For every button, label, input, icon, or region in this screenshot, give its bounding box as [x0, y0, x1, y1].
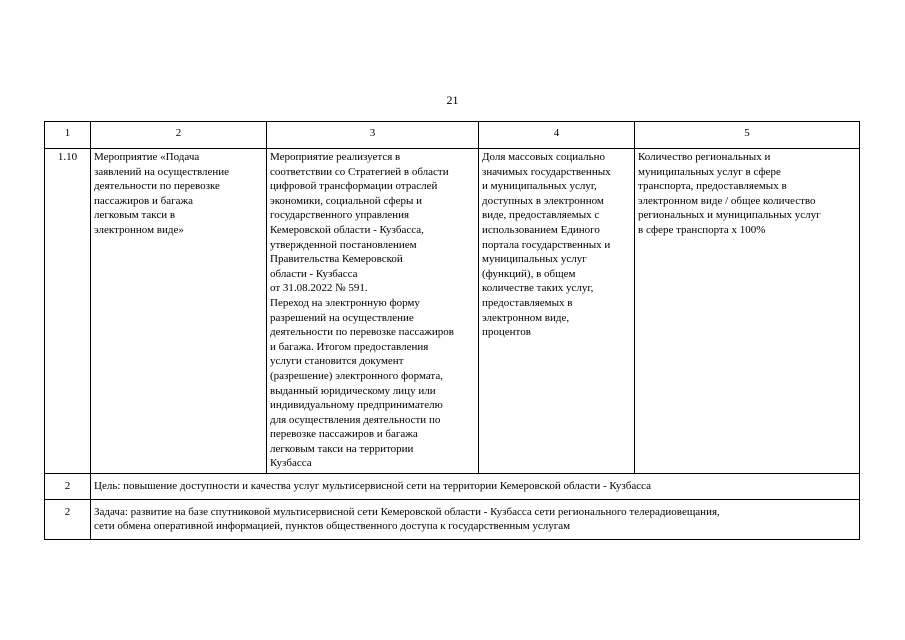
task-text: [91, 499, 860, 539]
indicator-formula-cell: [635, 149, 860, 474]
text-line: государственного управления: [270, 209, 410, 222]
text-line: разрешений на осуществление: [270, 311, 414, 324]
text-line: сети обмена оперативной информацией, пунктов общественного доступа к государственным услугам: [94, 520, 571, 533]
text-line: электронном виде»: [94, 223, 184, 236]
header-cell-2: 2: [91, 122, 267, 149]
text-line: деятельности по перевозке пассажиров: [270, 326, 454, 339]
text-line: Правительства Кемеровской: [270, 253, 403, 266]
measure-description-cell: [267, 149, 479, 474]
text-line: транспорта, предоставляемых в: [638, 180, 787, 193]
text-line: портала государственных и: [482, 238, 611, 251]
text-line: Доля массовых социально: [482, 151, 606, 163]
text-line: (функций), в общем: [482, 267, 576, 280]
text-line: услуги становится документ: [270, 355, 404, 368]
text-line: и багажа. Итогом предоставления: [270, 340, 429, 353]
text-line: легковым такси на территории: [270, 442, 414, 455]
page-number: 21: [446, 93, 459, 107]
text-line: пассажиров и багажа: [94, 194, 193, 207]
text-line: муниципальных услуг в сфере: [638, 165, 781, 178]
task-number: 2: [45, 499, 91, 539]
text-line: легковым такси в: [94, 209, 176, 222]
text-line: электронном виде,: [482, 311, 570, 324]
text-line: количестве таких услуг,: [482, 282, 594, 295]
text-line: процентов: [482, 326, 531, 339]
measure-name-cell: [91, 149, 267, 474]
text-line: деятельности по перевозке: [94, 180, 220, 193]
text-line: индивидуальному предпринимателю: [270, 399, 443, 412]
header-cell-4: 4: [479, 122, 635, 149]
text-line: Количество региональных и: [638, 151, 771, 163]
text-line: Кузбасса: [270, 457, 312, 470]
text-line: области - Кузбасса: [270, 267, 358, 280]
text-line: электронном виде / общее количество: [638, 194, 816, 207]
text-line: региональных и муниципальных услуг: [638, 209, 821, 222]
text-line: для осуществления деятельности по: [270, 413, 441, 426]
table-row-task: [45, 499, 860, 539]
table-header-row: [45, 122, 860, 149]
text-line: в сфере транспорта x 100%: [638, 223, 766, 236]
text-line: Мероприятие «Подача: [94, 151, 200, 163]
text-line: Кемеровской области - Кузбасса,: [270, 223, 424, 236]
goal-number: 2: [45, 474, 91, 500]
text-line: экономики, социальной сферы и: [270, 194, 422, 207]
text-line: цифровой трансформации отраслей: [270, 180, 438, 193]
header-cell-1: 1: [45, 122, 91, 149]
text-line: доступных в электронном: [482, 194, 604, 207]
text-line: Мероприятие реализуется в: [270, 151, 401, 163]
table-row-goal: [45, 474, 860, 500]
text-line: виде, предоставляемых с: [482, 209, 600, 222]
text-line: значимых государственных: [482, 165, 611, 178]
text-line: (разрешение) электронного формата,: [270, 369, 444, 382]
text-line: муниципальных услуг: [482, 253, 587, 266]
header-cell-3: 3: [267, 122, 479, 149]
table-row-measure: [45, 149, 860, 474]
text-line: соответствии со Стратегией в области: [270, 165, 449, 178]
text-line: заявлений на осуществление: [94, 165, 230, 178]
text-line: Переход на электронную форму: [270, 296, 420, 309]
text-line: выданный юридическому лицу или: [270, 384, 436, 397]
text-line: утвержденной постановлением: [270, 238, 417, 251]
measures-table: [44, 121, 860, 540]
text-line: от 31.08.2022 № 591.: [270, 282, 368, 295]
goal-text: Цель: повышение доступности и качества услуг мультисервисной сети на территории Кемеровской области - Кузбасса: [91, 474, 860, 500]
header-cell-5: 5: [635, 122, 860, 149]
row-number: 1.10: [45, 149, 91, 474]
text-line: перевозке пассажиров и багажа: [270, 428, 418, 441]
indicator-name-cell: [479, 149, 635, 474]
text-line: и муниципальных услуг,: [482, 180, 597, 193]
text-line: предоставляемых в: [482, 296, 573, 309]
text-line: Задача: развитие на базе спутниковой мультисервисной сети Кемеровской области - Кузбасса сети регионального телерадиовещания,: [94, 505, 720, 518]
text-line: использованием Единого: [482, 223, 600, 236]
